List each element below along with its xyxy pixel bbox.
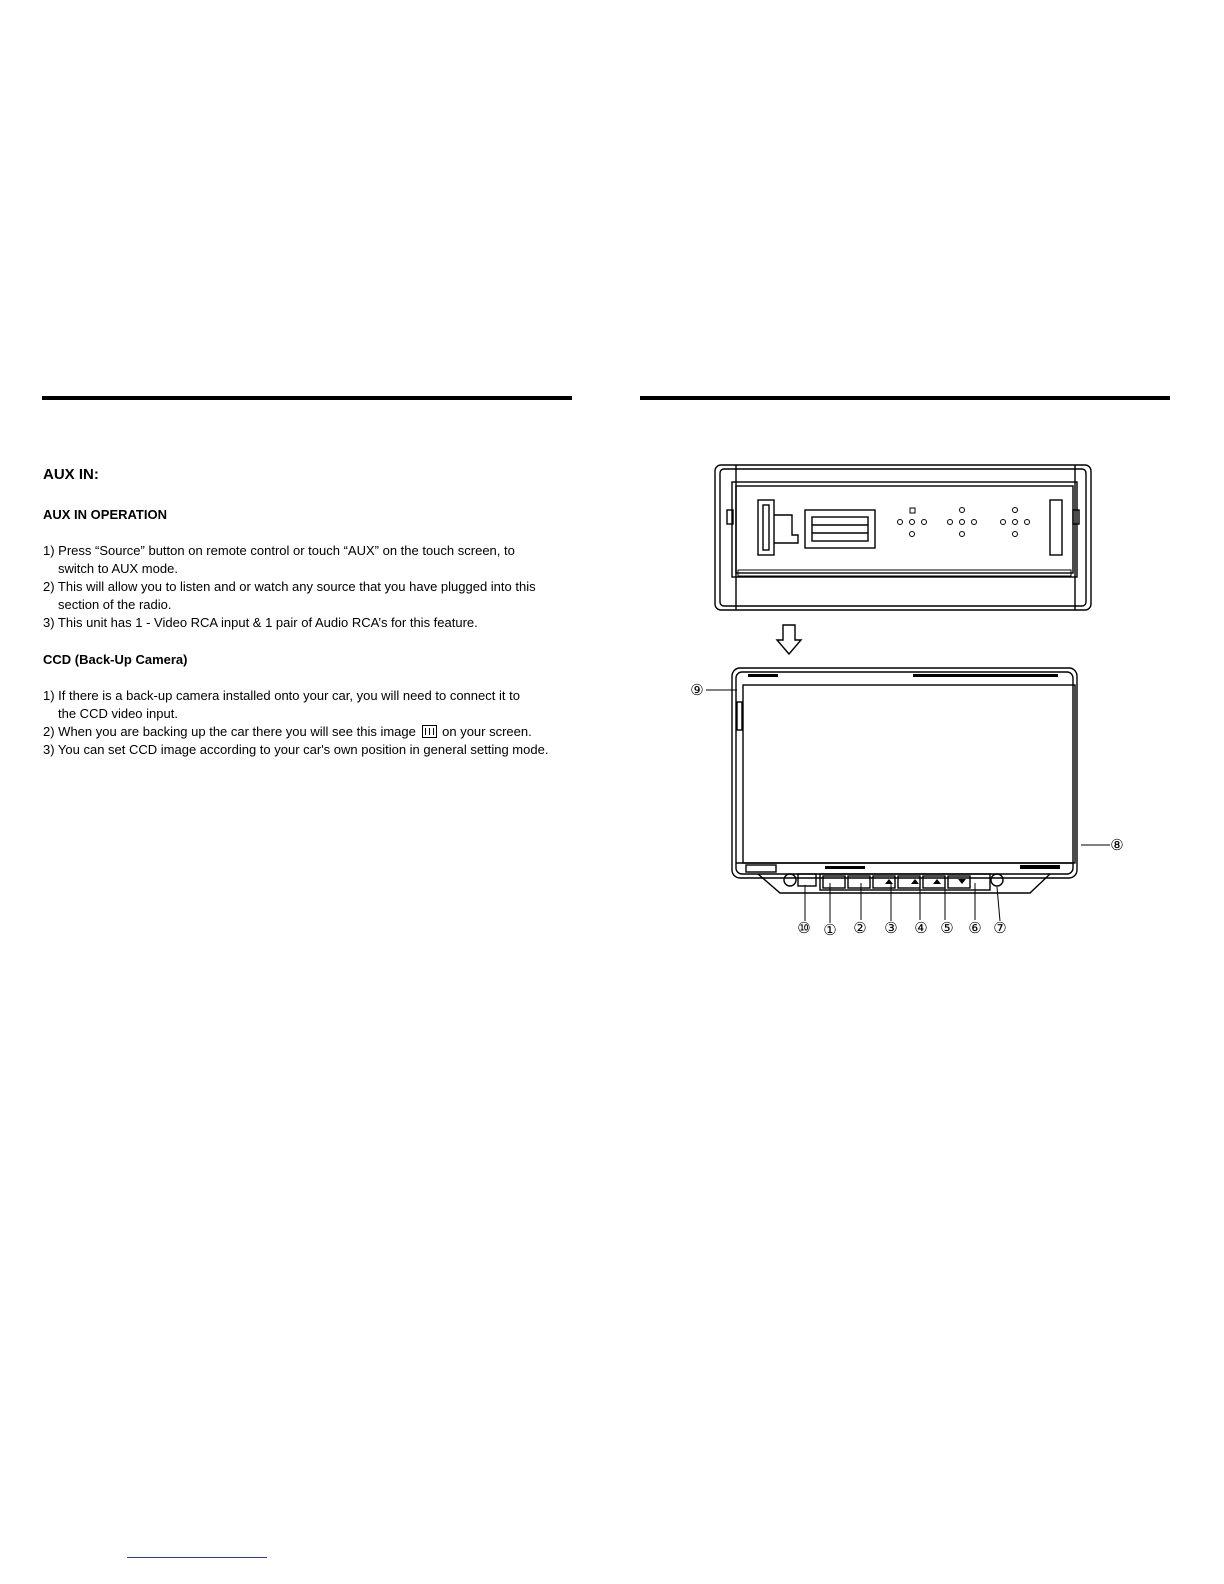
aux-step-3: 3) This unit has 1 - Video RCA input & 1 pair of Audio RCA’s for this feature.: [43, 615, 478, 630]
callout-10: ⑩: [797, 919, 811, 937]
callout-5: ⑤: [940, 919, 954, 937]
top-rule-left: [42, 396, 572, 400]
footer-link-underline: [127, 1557, 267, 1558]
ccd-title: CCD (Back-Up Camera): [43, 652, 188, 667]
top-rule-right: [640, 396, 1170, 400]
ccd-step-2: [43, 723, 532, 741]
ccd-step-1: 1) If there is a back-up camera installed onto your car, you will need to connect it to: [43, 688, 520, 703]
aux-step-1-cont: switch to AUX mode.: [58, 561, 178, 576]
callout-8: ⑧: [1110, 836, 1124, 854]
callout-numbers: [690, 681, 1123, 939]
unit-diagram: [670, 455, 1150, 945]
down-arrow-icon: [777, 625, 801, 654]
aux-step-2: 2) This will allow you to listen and or watch any source that you have plugged into this: [43, 579, 536, 594]
ccd-step-2-text-b: on your screen.: [442, 724, 532, 739]
callout-2: ②: [853, 919, 867, 937]
aux-in-heading: AUX IN:: [43, 466, 99, 483]
monitor-labels: [748, 674, 1060, 884]
callout-9: ⑨: [690, 681, 704, 699]
ccd-screen-icon: [422, 725, 437, 738]
callout-4: ④: [914, 919, 928, 937]
aux-in-operation-title: AUX IN OPERATION: [43, 507, 167, 522]
ccd-step-1-cont: the CCD video input.: [58, 706, 178, 721]
callout-7: ⑦: [993, 919, 1007, 937]
callout-3: ③: [884, 919, 898, 937]
aux-step-2-cont: section of the radio.: [58, 597, 172, 612]
callout-6: ⑥: [968, 919, 982, 937]
monitor-drawing: [732, 668, 1077, 893]
aux-step-1: 1) Press “Source” button on remote control or touch “AUX” on the touch screen, to: [43, 543, 515, 558]
ccd-step-3: 3) You can set CCD image according to your car's own position in general setting mode.: [43, 742, 549, 757]
callout-1: ①: [823, 921, 837, 939]
chassis-drawing: [715, 465, 1091, 610]
ccd-step-2-text-a: 2) When you are backing up the car there you will see this image: [43, 724, 416, 739]
chassis-holes: [898, 508, 1030, 537]
